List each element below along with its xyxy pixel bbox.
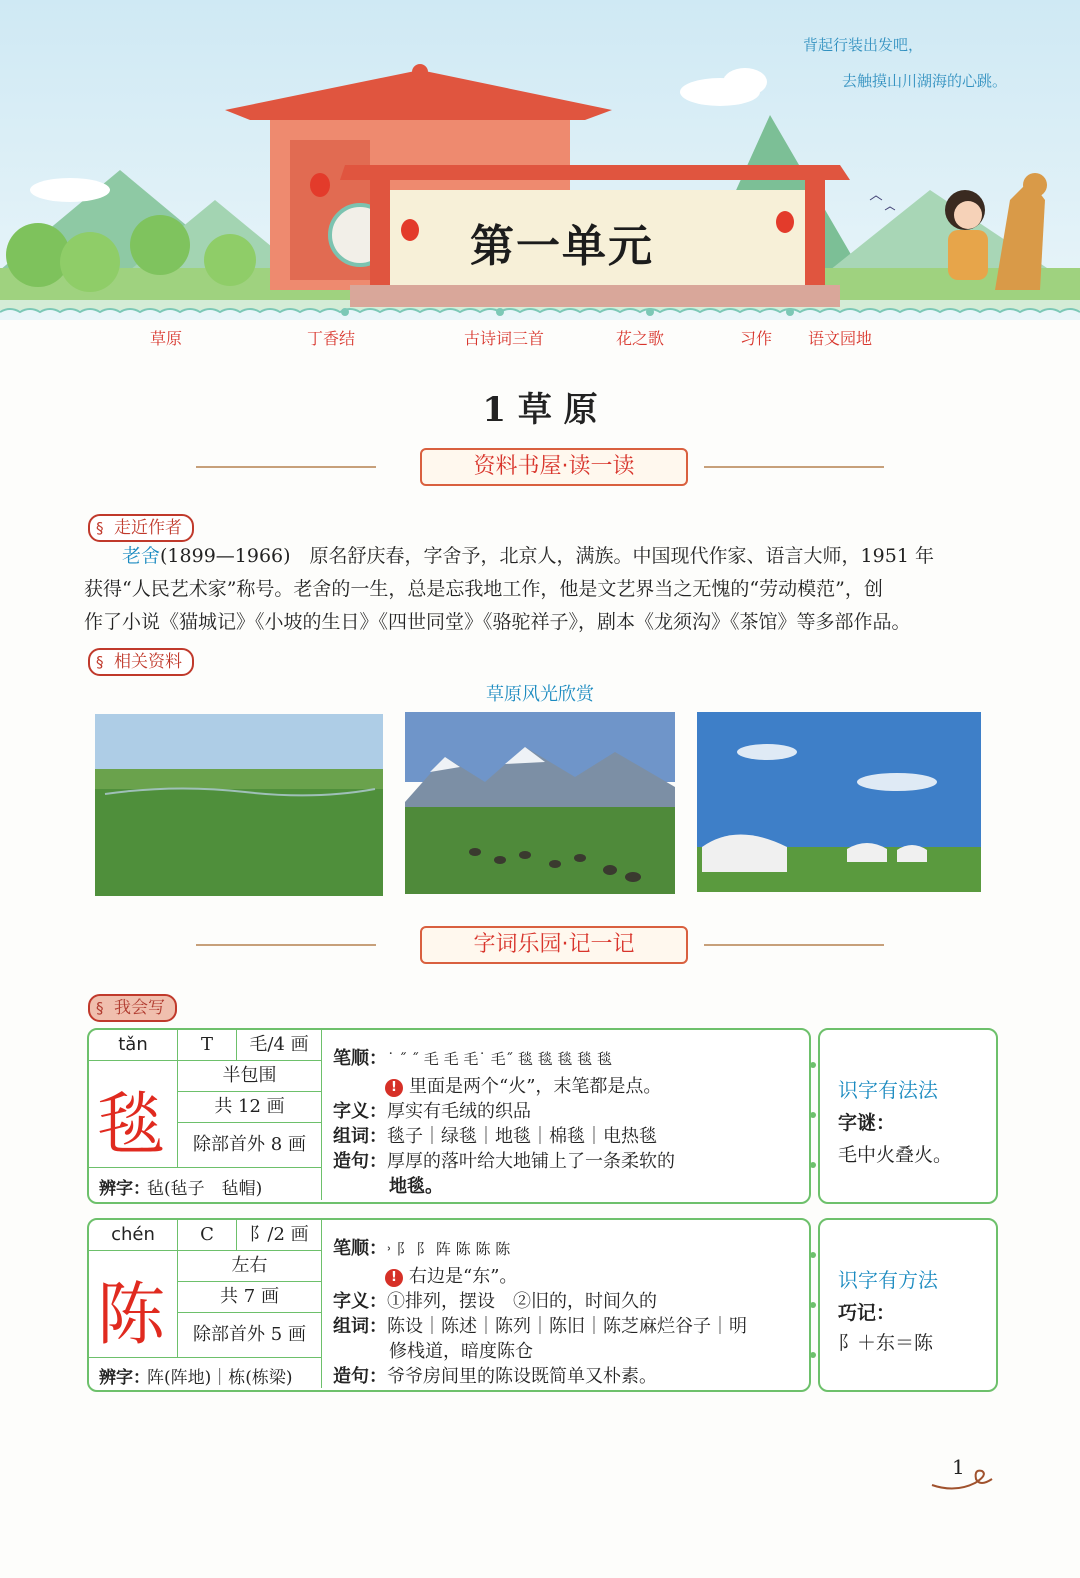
unit-title: 第一单元 — [470, 221, 654, 272]
bianzi-cell — [89, 1358, 322, 1388]
bishun-text: ˒ 阝 阝 阵 陈 陈 陈 — [387, 1240, 511, 1258]
zaoju-text: 爷爷房间里的陈设既简单又朴素。 — [387, 1366, 657, 1387]
zaoju-label: 造句： — [333, 1366, 387, 1387]
nav-item-xizuo[interactable]: 习作 — [740, 329, 773, 348]
bishun-text: ˙ ˝ ˝ 毛 毛 毛˙ 毛˝ 毯 毯 毯 毯 毯 — [387, 1050, 612, 1068]
author-paragraph — [84, 540, 994, 639]
ziyi-label: 字义： — [333, 1101, 387, 1122]
stroke-count: 共 12 画 — [178, 1092, 322, 1123]
note-text: 里面是两个“火”，末笔都是点。 — [409, 1076, 662, 1097]
photos-caption: 草原风光欣赏 — [486, 684, 594, 705]
zaoju-text-2: 地毯。 — [389, 1176, 443, 1197]
warning-icon: ! — [385, 1079, 403, 1097]
page-number: 1 — [952, 1455, 965, 1479]
radical: 阝/2 画 — [237, 1220, 322, 1251]
zuci-text-1: 陈设｜陈述｜陈列｜陈旧｜陈芝麻烂谷子｜明 — [387, 1316, 747, 1337]
author-line-2: 获得“人民艺术家”称号。老舍的一生，总是忘我地工作，他是文艺界当之无愧的“劳动模范”，创 — [84, 578, 883, 600]
zuci-label: 组词： — [333, 1126, 387, 1147]
nav-item-yuwenyuandi[interactable]: 语文园地 — [808, 329, 873, 348]
section-banner-zici: 字词乐园·记一记 — [420, 926, 688, 964]
structure: 半包围 — [178, 1061, 322, 1092]
side-text: 毛中火叠火。 — [838, 1144, 953, 1166]
bianzi-text: 阵(阵地)｜栋(栋梁) — [147, 1368, 293, 1388]
divider-left-2 — [196, 944, 376, 946]
nav-item-gushici[interactable]: 古诗词三首 — [464, 329, 545, 348]
initial-letter: C — [178, 1220, 237, 1251]
author-name: 老舍 — [122, 545, 161, 567]
side-box-method-2 — [818, 1218, 998, 1392]
tag-author: § 走近作者 — [88, 514, 194, 542]
tag-related: § 相关资料 — [88, 648, 194, 676]
zaoju-text-1: 厚厚的落叶给大地铺上了一条柔软的 — [387, 1151, 675, 1172]
slogan-line-2: 去触摸山川湖海的心跳。 — [842, 72, 1008, 90]
photo-yurts — [697, 712, 981, 892]
big-char-box — [89, 1251, 178, 1358]
big-char: 毯 — [97, 1086, 166, 1165]
pinyin: tǎn — [89, 1030, 178, 1061]
bishun-label: 笔顺： — [333, 1238, 387, 1259]
page-number-swirl — [930, 1465, 1000, 1495]
side-label: 巧记： — [838, 1302, 896, 1324]
divider-right-2 — [704, 944, 884, 946]
slogan-line-1: 背起行装出发吧， — [803, 36, 924, 54]
side-text: 阝＋东＝陈 — [838, 1332, 934, 1354]
bianzi-label: 辨字： — [99, 1179, 150, 1199]
ziyi-text: ①排列，摆设 ②旧的，时间久的 — [387, 1291, 657, 1312]
zuci-text-2: 修栈道，暗度陈仓 — [389, 1341, 533, 1362]
author-line-1: (1899—1966) 原名舒庆春，字舍予，北京人，满族。中国现代作家、语言大师，1951 年 — [160, 545, 934, 567]
pinyin: chén — [89, 1220, 178, 1251]
char-card-chen — [87, 1218, 811, 1392]
zaoju-label: 造句： — [333, 1151, 387, 1172]
divider-left — [196, 466, 376, 468]
side-box-method-1 — [818, 1028, 998, 1204]
nav-item-caoyuan[interactable]: 草原 — [150, 329, 183, 348]
stroke-count: 共 7 画 — [178, 1282, 322, 1313]
radical: 毛/4 画 — [237, 1030, 322, 1061]
lesson-title: 1 草 原 — [482, 390, 598, 430]
strokes-outside-radical: 除部首外 8 画 — [178, 1123, 322, 1168]
big-char: 陈 — [97, 1276, 166, 1355]
side-title: 识字有方法 — [838, 1268, 938, 1292]
nav-item-dingxiangjie[interactable]: 丁香结 — [307, 329, 356, 348]
structure: 左右 — [178, 1251, 322, 1282]
nav-item-huazhige[interactable]: 花之歌 — [616, 329, 665, 348]
bianzi-cell — [89, 1168, 322, 1200]
big-char-box — [89, 1061, 178, 1168]
unit-banner — [0, 0, 1080, 320]
bishun-label: 笔顺： — [333, 1048, 387, 1069]
strokes-outside-radical: 除部首外 5 画 — [178, 1313, 322, 1358]
warning-icon: ! — [385, 1269, 403, 1287]
side-label: 字谜： — [838, 1112, 896, 1134]
section-banner-ziliao: 资料书屋·读一读 — [420, 448, 688, 486]
bianzi-text: 毡(毡子 毡帽) — [147, 1179, 263, 1199]
zuci-text: 毯子｜绿毯｜地毯｜棉毯｜电热毯 — [387, 1126, 657, 1147]
tag-write: § 我会写 — [88, 994, 177, 1022]
initial-letter: T — [178, 1030, 237, 1061]
note-text: 右边是“东”。 — [409, 1266, 518, 1287]
divider-right — [704, 466, 884, 468]
author-line-3: 作了小说《猫城记》《小坡的生日》《四世同堂》《骆驼祥子》，剧本《龙须沟》《茶馆》等多部作品。 — [84, 611, 911, 633]
char-card-tan — [87, 1028, 811, 1204]
ziyi-label: 字义： — [333, 1291, 387, 1312]
side-title: 识字有法法 — [838, 1078, 938, 1102]
ziyi-text: 厚实有毛绒的织品 — [387, 1101, 531, 1122]
photo-mountains-sheep — [405, 712, 675, 894]
zuci-label: 组词： — [333, 1316, 387, 1337]
photo-grassland-river — [95, 714, 383, 896]
bianzi-label: 辨字： — [99, 1368, 150, 1388]
